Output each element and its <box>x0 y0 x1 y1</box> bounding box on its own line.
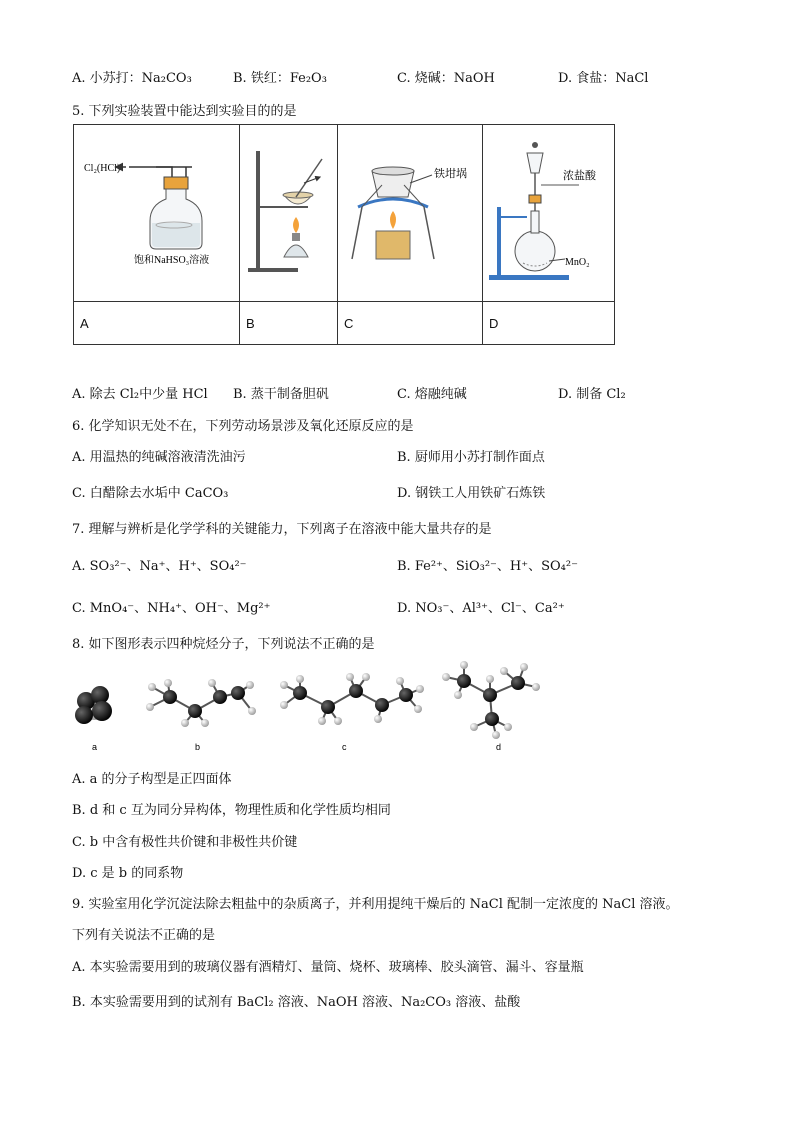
cell-label-a: A <box>74 302 240 345</box>
q6-option-b: B. 厨师用小苏打制作面点 <box>397 450 545 465</box>
molecule-d-atoms <box>442 661 540 739</box>
q8-option-c: C. b 中含有极性共价键和非极性共价键 <box>72 835 298 850</box>
q6-option-c: C. 白醋除去水垢中 CaCO₃ <box>72 486 229 501</box>
q5-stem: 5. 下列实验装置中能达到实验目的的是 <box>72 104 297 119</box>
q8-option-a: A. a 的分子构型是正四面体 <box>72 772 232 787</box>
molecule-a <box>75 686 112 724</box>
apparatus-a <box>74 125 240 302</box>
q4-option-d: D. 食盐：NaCl <box>558 71 649 86</box>
q6-stem: 6. 化学知识无处不在，下列劳动场景涉及氧化还原反应的是 <box>72 419 414 434</box>
acid-label: 浓盐酸 <box>563 170 596 182</box>
q7-option-d: D. NO₃⁻、Al³⁺、Cl⁻、Ca²⁺ <box>397 601 565 616</box>
apparatus-c <box>338 125 483 302</box>
gas-washing-bottle-figure <box>74 125 239 301</box>
q9-option-b: B. 本实验需要用到的试剂有 BaCl₂ 溶液、NaOH 溶液、Na₂CO₃ 溶液、盐酸 <box>72 995 521 1010</box>
solution-label: 饱和NaHSO₃溶液 <box>134 255 210 266</box>
q9-stem-line1: 9. 实验室用化学沉淀法除去粗盐中的杂质离子，并利用提纯干燥后的 NaCl 配制一定浓度的 NaCl 溶液。 <box>72 897 679 912</box>
q4-option-a: A. 小苏打：Na₂CO₃ <box>72 71 192 86</box>
q4-option-c: C. 烧碱：NaOH <box>397 71 495 86</box>
q8-option-b: B. d 和 c 互为同分异构体，物理性质和化学性质均相同 <box>72 803 391 818</box>
q8-option-d: D. c 是 b 的同系物 <box>72 866 184 881</box>
molecule-label-d: d <box>496 742 502 752</box>
molecule-b-atoms <box>146 679 256 727</box>
q9-stem-line2: 下列有关说法不正确的是 <box>72 928 216 943</box>
q7-option-a: A. SO₃²⁻、Na⁺、H⁺、SO₄²⁻ <box>72 559 247 574</box>
q6-option-a: A. 用温热的纯碱溶液清洗油污 <box>72 450 246 465</box>
cell-label-d: D <box>483 302 615 345</box>
cell-label-c: C <box>338 302 483 345</box>
apparatus-d <box>483 125 615 302</box>
gas-label: Cl₂(HCl) <box>84 163 121 174</box>
q9-option-a: A. 本实验需要用到的玻璃仪器有酒精灯、量筒、烧杯、玻璃棒、胶头滴管、漏斗、容量瓶 <box>72 960 584 975</box>
q5-option-b: B. 蒸干制备胆矾 <box>233 387 329 402</box>
q6-option-d: D. 钢铁工人用铁矿石炼铁 <box>397 486 546 501</box>
q5-option-d: D. 制备 Cl₂ <box>558 387 626 402</box>
q8-stem: 8. 如下图形表示四种烷烃分子，下列说法不正确的是 <box>72 637 375 652</box>
apparatus-table <box>73 124 615 345</box>
alkane-molecules-figure <box>60 655 560 760</box>
chlorine-generator-figure <box>483 125 614 301</box>
mno2-label: MnO₂ <box>565 257 590 268</box>
q7-option-b: B. Fe²⁺、SiO₃²⁻、H⁺、SO₄²⁻ <box>397 559 578 574</box>
evaporation-figure <box>240 125 337 301</box>
q5-option-c: C. 熔融纯碱 <box>397 387 467 402</box>
crucible-figure <box>338 125 482 301</box>
cell-label-b: B <box>240 302 338 345</box>
molecule-label-c: c <box>342 742 347 752</box>
apparatus-b <box>240 125 338 302</box>
crucible-label: 铁坩埚 <box>434 168 467 180</box>
q5-option-a: A. 除去 Cl₂中少量 HCl <box>72 387 208 402</box>
molecule-label-b: b <box>195 742 201 752</box>
q7-stem: 7. 理解与辨析是化学学科的关键能力，下列离子在溶液中能大量共存的是 <box>72 522 492 537</box>
molecule-label-a: a <box>92 742 98 752</box>
q7-option-c: C. MnO₄⁻、NH₄⁺、OH⁻、Mg²⁺ <box>72 601 271 616</box>
q4-option-b: B. 铁红：Fe₂O₃ <box>233 71 327 86</box>
